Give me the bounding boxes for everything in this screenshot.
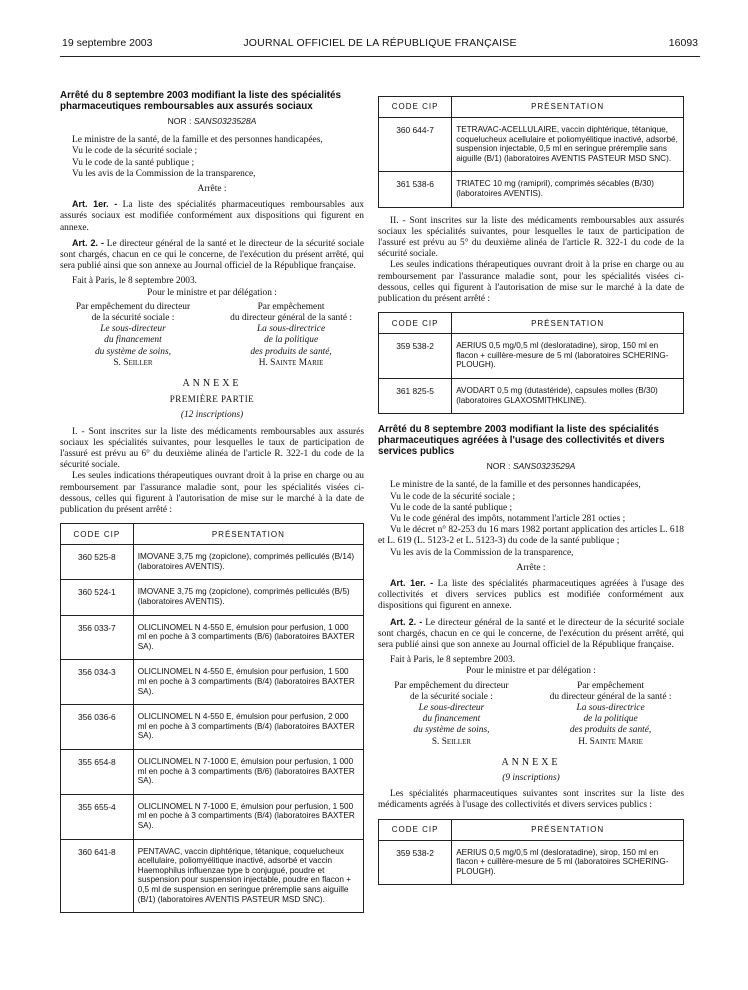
presentation-cell: PENTAVAC, vaccin diphtérique, tétanique, coquelucheux acellulaire, poliomyélitique inactivé, adsorbé et vaccin Haemophilus influenzae type b conjugué, poudre et suspension pour suspension injectable, poudre en flacon + 0,5 ml de suspension en seringue préremplie sans aiguille (B/1) (laboratoires AVENTIS PASTEUR MSD SNC).	[133, 839, 363, 913]
table-row	[61, 839, 364, 913]
cip-cell: 360 644-7	[379, 118, 452, 172]
nor-label: NOR :	[486, 461, 511, 472]
nor-code: SANS0323529A	[512, 461, 576, 472]
cip-cell: 361 538-6	[379, 172, 452, 207]
signature-left	[378, 681, 525, 748]
header-presentation: PRÉSENTATION	[452, 313, 684, 334]
sig-title: La sous-directrice	[576, 703, 645, 714]
arrete1-section2b: Les seules indications thérapeutiques ouvrant droit à la prise en charge ou au remboursement par l'assurance maladie sont, pour les spécialités visées ci-dessous, celles qui figurent à l'autorisation de mise sur le marché à la date de publication du présent arrêté :	[378, 260, 684, 304]
cip-cell: 356 034-3	[61, 660, 134, 705]
sig-line: de la sécurité sociale :	[410, 691, 493, 702]
art2-label: Art. 2. -	[72, 237, 104, 248]
arrete2-art2	[378, 617, 684, 652]
table-row	[379, 840, 684, 885]
presentation-cell: OLICLINOMEL N 7-1000 E, émulsion pour perfusion, 1 500 ml en poche à 3 compartiments (B/4) (laboratoires BAXTER SA).	[133, 794, 363, 839]
arrete1-section1: I. - Sont inscrites sur la liste des médicaments remboursables aux assurés sociaux les spécialités suivantes, pour lesquelles le taux de participation de l'assuré est prévu au 6° du deuxième alinéa de l'article R. 322-1 du code de la sécurité sociale.	[60, 426, 364, 471]
arrete2-vu3: Vu le code général des impôts, notamment l'article 281 octies ;	[390, 513, 626, 524]
sig-name: H. Sainte Marie	[578, 736, 643, 747]
arrete2-vu5: Vu les avis de la Commission de la transparence,	[390, 547, 574, 558]
table-inscriptions-part1-continued	[378, 96, 684, 208]
presentation-cell: AERIUS 0,5 mg/0,5 ml (desloratadine), sirop, 150 ml en flacon + cuillère-mesure de 5 ml (laboratoires SCHERING-PLOUGH).	[452, 840, 684, 885]
art1-label: Art. 1er. -	[72, 199, 118, 210]
signature-right	[218, 302, 364, 369]
sig-name: S. Seiller	[113, 357, 153, 368]
sig-title: des produits de santé,	[250, 346, 332, 357]
header-presentation: PRÉSENTATION	[133, 524, 363, 545]
arrete2-arrete: Arrête :	[516, 562, 546, 573]
table-header-row	[379, 819, 684, 840]
presentation-cell: OLICLINOMEL N 4-550 E, émulsion pour perfusion, 1 000 ml en poche à 3 compartiments (B/6) (laboratoires BAXTER SA).	[133, 615, 363, 660]
arrete2-title: Arrêté du 8 septembre 2003 modifiant la liste des spécialités pharmaceutiques agréées à l'usage des collectivités et divers services publics	[378, 424, 665, 458]
header-date: 19 septembre 2003	[62, 37, 153, 49]
art2-text: Le directeur général de la santé et le directeur de la sécurité sociale sont chargés, chacun en ce qui le concerne, de l'exécution du présent arrêté, qui sera publié ainsi que son annexe au Journal officiel de la République française.	[60, 238, 364, 272]
sig-line: Par empêchement du directeur	[394, 680, 509, 691]
arrete1-vu3: Vu les avis de la Commission de la transparence,	[72, 168, 256, 179]
sig-line: de la sécurité sociale :	[91, 313, 175, 324]
arrete1-vu2: Vu le code de la santé publique ;	[72, 157, 195, 168]
arrete1-annexe-heading: ANNEXE	[182, 378, 242, 390]
arrete1-section1b: Les seules indications thérapeutiques ouvrant droit à la prise en charge ou au remboursement par l'assurance maladie sont, pour les spécialités visées ci-dessous, celles qui figurent à l'autorisation de mise sur le marché à la date de publication du présent arrêté :	[60, 471, 364, 516]
sig-title: du système de soins,	[94, 346, 171, 357]
cip-cell: 360 525-8	[61, 545, 134, 580]
cip-cell: 355 655-4	[61, 794, 134, 839]
arrete2-section1: Les spécialités pharmaceutiques suivantes sont inscrites sur la liste des médicaments agréés à l'usage des collectivités et divers services publics :	[378, 789, 684, 811]
cip-cell: 355 654-8	[61, 750, 134, 795]
sig-title: Le sous-directeur	[418, 703, 485, 714]
art1-text: La liste des spécialités pharmaceutiques remboursables aux assurés sociaux est modifiée conformément aux dispositions qui figurent en annexe.	[60, 200, 365, 233]
table-row	[61, 705, 364, 750]
arrete2-art1	[378, 578, 684, 613]
sig-title: La sous-directrice	[256, 324, 326, 335]
arrete2-vu2: Vu le code de la santé publique ;	[390, 502, 513, 513]
arrete2-nor	[378, 461, 684, 472]
sig-line: Par empêchement	[257, 301, 325, 312]
header-presentation: PRÉSENTATION	[452, 819, 684, 840]
table-header-row	[379, 313, 684, 334]
cip-cell: 356 036-6	[61, 705, 134, 750]
nor-code: SANS0323528A	[193, 116, 257, 126]
arrete1-fait: Fait à Paris, le 8 septembre 2003.	[72, 276, 197, 287]
table-row	[61, 794, 364, 839]
nor-label: NOR :	[167, 116, 192, 126]
arrete2-vu4: Vu le décret n° 82-253 du 16 mars 1982 portant application des articles L. 618 et L. 619 (L. 5123-2 et L. 5123-3) du code de la santé publique ;	[378, 525, 684, 547]
arrete1-art2	[60, 238, 364, 273]
presentation-cell: OLICLINOMEL N 7-1000 E, émulsion pour perfusion, 1 000 ml en poche à 3 compartiments (B/6) (laboratoires BAXTER SA).	[133, 750, 363, 795]
sig-title: de la politique	[583, 714, 638, 725]
header-presentation: PRÉSENTATION	[452, 97, 684, 118]
arrete2-inscriptions: (9 inscriptions)	[502, 773, 560, 784]
left-column	[60, 90, 364, 913]
header-code-cip: CODE CIP	[379, 97, 452, 118]
page-header	[60, 37, 700, 53]
header-page-number: 16093	[668, 37, 698, 49]
arrete1-signatures	[60, 302, 364, 369]
arrete2-annexe-heading: ANNEXE	[501, 756, 561, 768]
header-divider	[60, 56, 700, 57]
header-journal-title: JOURNAL OFFICIEL DE LA RÉPUBLIQUE FRANÇAISE	[243, 37, 517, 49]
arrete1-nor	[60, 116, 364, 127]
header-code-cip: CODE CIP	[379, 313, 452, 334]
sig-title: du financement	[422, 714, 481, 725]
sig-line: Par empêchement	[577, 680, 645, 691]
sig-line: du directeur général de la santé :	[549, 691, 672, 702]
cip-cell: 360 641-8	[61, 839, 134, 913]
sig-name: S. Seiller	[431, 736, 472, 747]
table-header-row	[61, 524, 364, 545]
table-row	[61, 580, 364, 615]
table-row	[61, 615, 364, 660]
table-row	[379, 378, 684, 413]
sig-title: de la politique	[263, 335, 319, 346]
sig-line: Par empêchement du directeur	[75, 301, 191, 312]
cip-cell: 359 538-2	[379, 334, 452, 379]
arrete2-intro: Le ministre de la santé, de la famille et des personnes handicapées,	[390, 480, 641, 491]
arrete1-pour: Pour le ministre et par délégation :	[147, 287, 277, 298]
art2-label: Art. 2. -	[390, 616, 423, 627]
arrete2-vu1: Vu le code de la sécurité sociale ;	[390, 491, 516, 502]
sig-name: H. Sainte Marie	[258, 357, 324, 368]
arrete1-title: Arrêté du 8 septembre 2003 modifiant la liste des spécialités pharmaceutiques remboursables aux assurés sociaux	[60, 90, 341, 112]
signature-right	[537, 681, 684, 748]
header-code-cip: CODE CIP	[379, 819, 452, 840]
table-row	[379, 334, 684, 379]
arrete1-intro: Le ministre de la santé, de la famille et des personnes handicapées,	[72, 135, 323, 146]
arrete1-vu1: Vu le code de la sécurité sociale ;	[72, 146, 198, 157]
art1-label: Art. 1er. -	[390, 577, 434, 588]
table-row	[61, 545, 364, 580]
sig-title: des produits de santé,	[569, 725, 652, 736]
table-row	[61, 660, 364, 705]
right-column	[378, 96, 684, 885]
sig-line: du directeur général de la santé :	[230, 313, 352, 324]
arrete1-inscriptions: (12 inscriptions)	[180, 410, 244, 421]
cip-cell: 361 825-5	[379, 378, 452, 413]
presentation-cell: AERIUS 0,5 mg/0,5 ml (desloratadine), sirop, 150 ml en flacon + cuillère-mesure de 5 ml (laboratoires SCHERING-PLOUGH).	[452, 334, 684, 379]
art1-text: La liste des spécialités pharmaceutiques agréées à l'usage des collectivités et divers services publics est modifiée conformément aux dispositions qui figurent en annexe.	[378, 578, 685, 612]
art2-text: Le directeur général de la santé et le directeur de la sécurité sociale sont chargés, chacun en ce qui le concerne, de l'exécution du présent arrêté, qui sera publié ainsi que son annexe au Journal officiel de la République française.	[378, 617, 684, 650]
arrete1-partie: PREMIÈRE PARTIE	[169, 394, 255, 405]
arrete2-signatures	[378, 681, 684, 748]
arrete1-art1	[60, 199, 364, 234]
sig-title: Le sous-directeur	[100, 324, 166, 335]
signature-left	[60, 302, 206, 369]
table-inscriptions-part1	[60, 523, 364, 913]
presentation-cell: IMOVANE 3,75 mg (zopiclone), comprimés pelliculés (B/14) (laboratoires AVENTIS).	[133, 545, 363, 580]
table-header-row	[379, 97, 684, 118]
presentation-cell: TETRAVAC-ACELLULAIRE, vaccin diphtérique, tétanique, coquelucheux acellulaire et poliomyélitique inactivé, adsorbé, suspension injectable, 0,5 ml en seringue préremplie sans aiguille (B/1) (laboratoires AVENTIS PASTEUR MSD SNC).	[452, 118, 684, 172]
cip-cell: 356 033-7	[61, 615, 134, 660]
presentation-cell: OLICLINOMEL N 4-550 E, émulsion pour perfusion, 2 000 ml en poche à 3 compartiments (B/4) (laboratoires BAXTER SA).	[133, 705, 363, 750]
sig-title: du système de soins,	[413, 725, 490, 736]
presentation-cell: AVODART 0,5 mg (dutastéride), capsules molles (B/30) (laboratoires GLAXOSMITHKLINE).	[452, 378, 684, 413]
arrete1-arrete: Arrête :	[197, 184, 227, 195]
header-code-cip: CODE CIP	[61, 524, 134, 545]
presentation-cell: OLICLINOMEL N 4-550 E, émulsion pour perfusion, 1 500 ml en poche à 3 compartiments (B/4) (laboratoires BAXTER SA).	[133, 660, 363, 705]
table-row	[379, 172, 684, 207]
table-row	[61, 750, 364, 795]
cip-cell: 359 538-2	[379, 840, 452, 885]
arrete1-section2: II. - Sont inscrites sur la liste des médicaments remboursables aux assurés sociaux les spécialités suivantes, pour lesquelles le taux de participation de l'assuré est prévu au 5° du deuxième alinéa de l'article R. 322-1 du code de la sécurité sociale.	[378, 215, 684, 260]
cip-cell: 360 524-1	[61, 580, 134, 615]
arrete2-fait: Fait à Paris, le 8 septembre 2003.	[390, 655, 515, 666]
sig-title: du financement	[104, 335, 162, 346]
table-collectivites	[378, 819, 684, 886]
table-inscriptions-part2	[378, 312, 684, 414]
arrete2-pour: Pour le ministre et par délégation :	[466, 666, 596, 677]
presentation-cell: TRIATEC 10 mg (ramipril), comprimés sécables (B/30) (laboratoires AVENTIS).	[452, 172, 684, 207]
presentation-cell: IMOVANE 3,75 mg (zopiclone), comprimés pelliculés (B/5) (laboratoires AVENTIS).	[133, 580, 363, 615]
table-row	[379, 118, 684, 172]
